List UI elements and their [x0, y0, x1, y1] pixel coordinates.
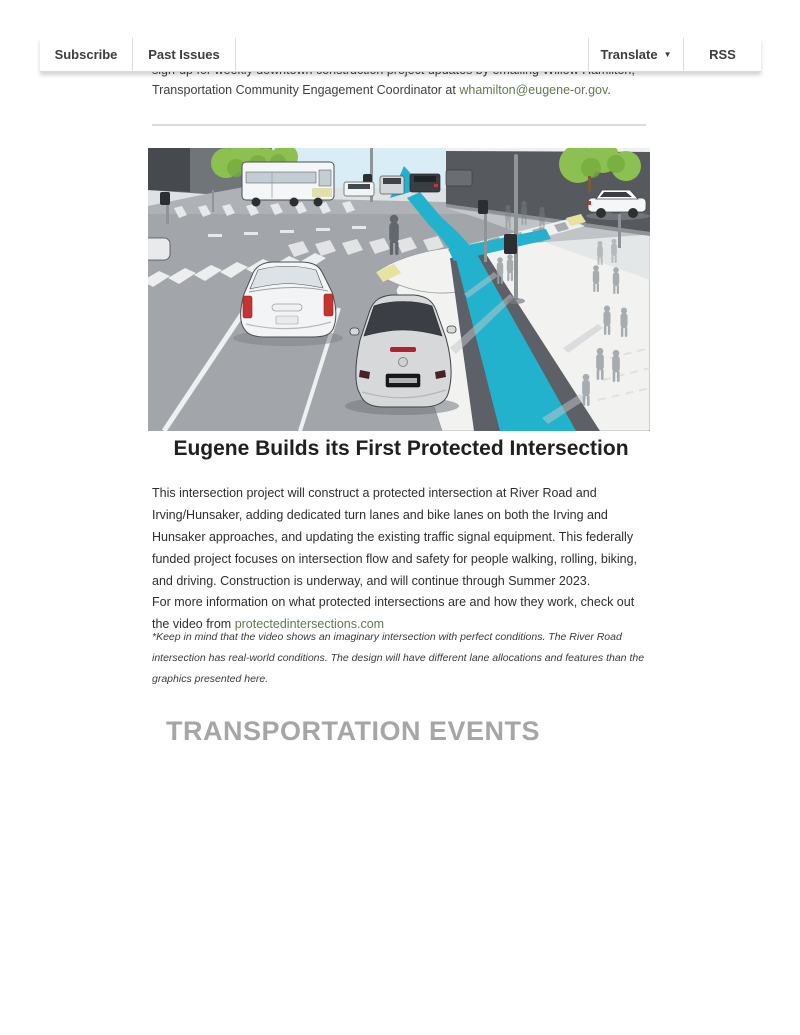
subscribe-button[interactable] — [40, 38, 133, 71]
past-issues-label: Past Issues — [148, 47, 220, 62]
article-body-paragraph: This intersection project will construct a protected intersection at River Road and Irving/Hunsaker, adding dedicated turn lanes and bike lanes on both the Irving and Hunsaker approaches, and updating the existing traffic signal equipment. This federally funded project focuses on intersection flow and safety for people walking, rolling, biking, and driving. Construction is underway, and will continue through Summer 2023. — [152, 486, 638, 588]
article-disclaimer: *Keep in mind that the video shows an imaginary intersection with perfect conditions. The River Road intersection has real-world conditions. The design will have different lane allocations and features than the graphics presented here. — [152, 631, 645, 685]
intro-line2-prefix: Transportation Community Engagement Coordinator at — [152, 83, 460, 97]
transportation-events-heading: TRANSPORTATION EVENTS — [166, 716, 541, 746]
rss-button[interactable] — [683, 38, 761, 71]
protected-intersection-illustration-image — [148, 148, 650, 431]
past-issues-button[interactable] — [133, 38, 236, 71]
article-title: Eugene Builds its First Protected Intersection — [173, 437, 629, 460]
rss-label: RSS — [709, 47, 736, 62]
toolbar-spacer — [236, 38, 588, 71]
more-info-text: For more information on what protected intersections are and how they work, check out the video from — [152, 595, 635, 631]
archive-toolbar — [40, 38, 761, 72]
chevron-down-icon: ▼ — [663, 50, 672, 59]
translate-dropdown[interactable] — [588, 38, 683, 71]
section-divider — [152, 124, 646, 126]
subscribe-label: Subscribe — [54, 47, 118, 62]
email-link[interactable]: whamilton@eugene-or.gov — [459, 83, 608, 97]
bus — [242, 162, 334, 207]
video-link[interactable]: protectedintersections.com — [234, 617, 385, 631]
translate-label: Translate — [600, 47, 658, 62]
intro-line2-suffix: . — [607, 83, 611, 97]
